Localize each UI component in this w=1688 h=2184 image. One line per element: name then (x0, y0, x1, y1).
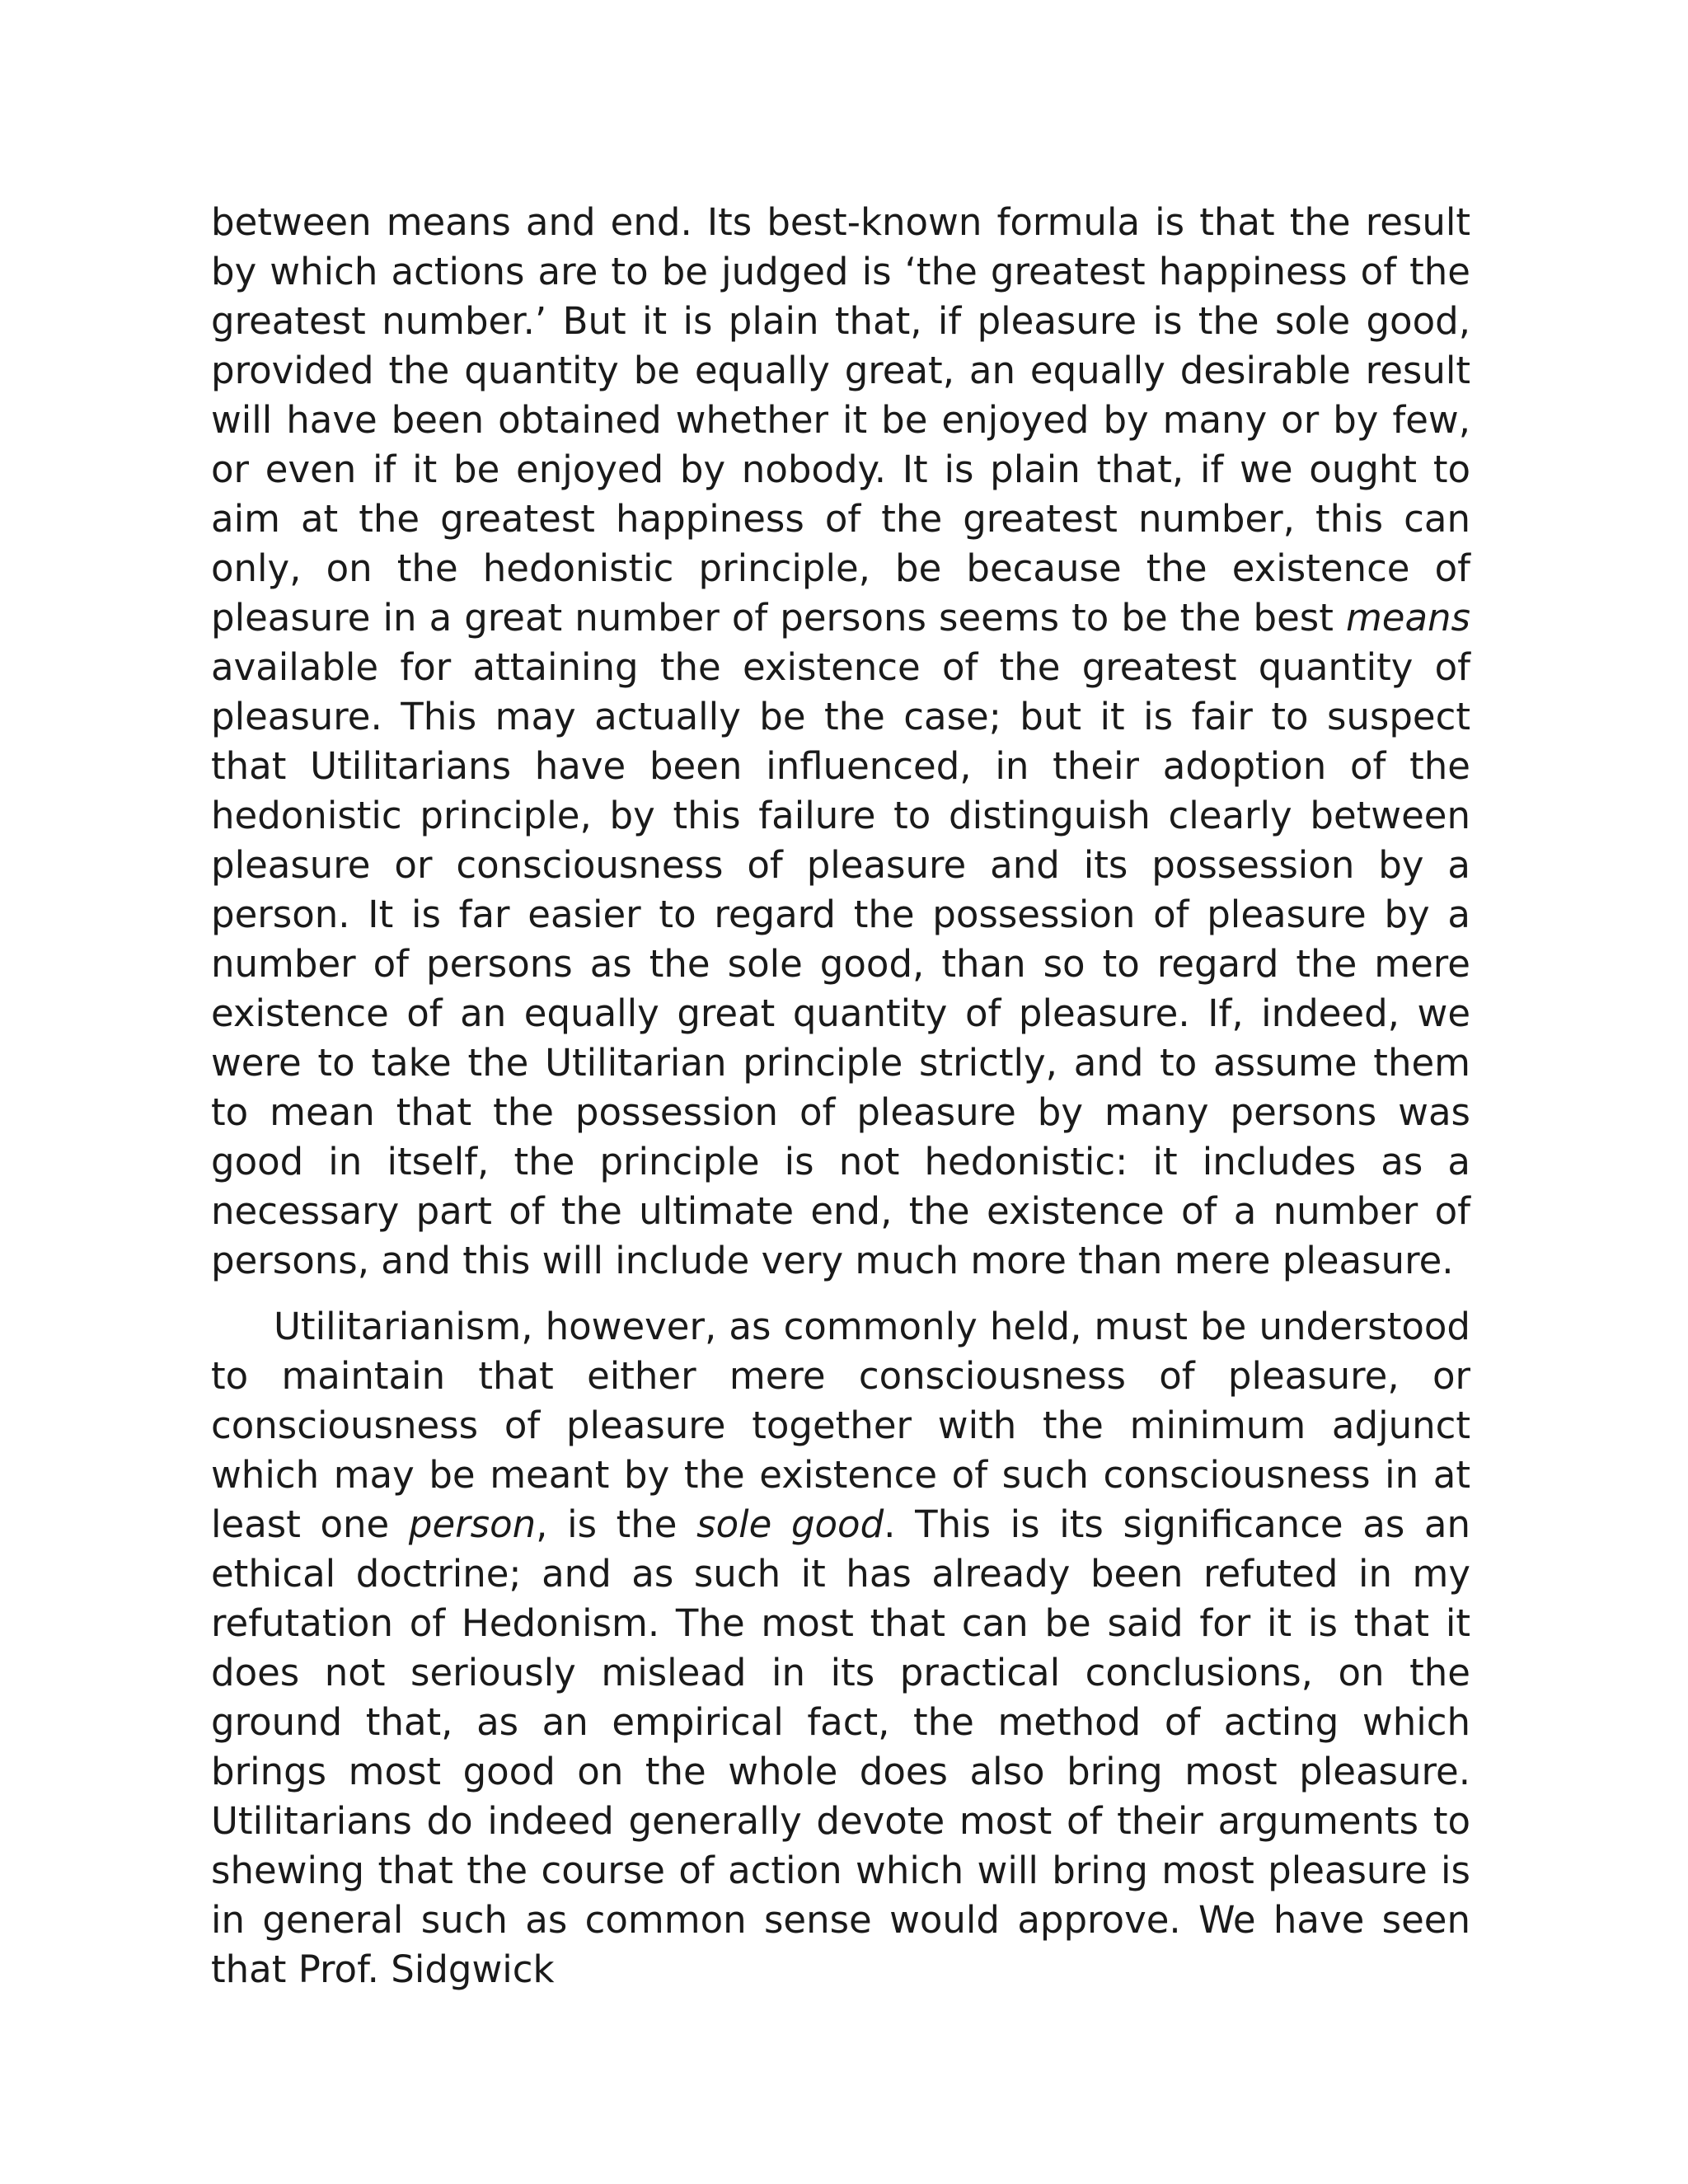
text-segment: Utilitarianism, however, as commonly held, must be understood to maintain that either mere consciousness of pleasure, or consciousness of pleasure together with the minimum adjunct which may be meant by the existence of such consciousness in at least one (211, 1305, 1470, 1546)
text-segment: , is the (536, 1502, 697, 1546)
paragraph-1 (211, 198, 1470, 1286)
italic-segment: sole good (696, 1502, 884, 1546)
paragraph-2 (211, 1302, 1470, 1994)
italic-segment: person (408, 1502, 537, 1546)
text-segment: between means and end. Its best-known formula is that the result by which actions are to be judged is ‘the greatest happiness of the greatest number.’ But it is plain that, if pleasure is the sole good, provided the quantity be equally great, an equally desirable result will have been obtained whether it be enjoyed by many or by few, or even if it be enjoyed by nobody. It is plain that, if we ought to aim at the greatest happiness of the greatest number, this can only, on the hedonistic principle, be because the existence of pleasure in a great number of persons seems to be the best (211, 200, 1470, 640)
text-segment: available for attaining the existence of the greatest quantity of pleasure. This may actually be the case; but it is fair to suspect that Utilitarians have been influenced, in their adoption of the hedonistic principle, by this failure to distinguish clearly between pleasure or consciousness of pleasure and its possession by a person. It is far easier to regard the possession of pleasure by a number of persons as the sole good, than so to regard the mere existence of an equally great quantity of pleasure. If, indeed, we were to take the Utilitarian principle strictly, and to assume them to mean that the possession of pleasure by many persons was good in itself, the principle is not hedonistic: it includes as a necessary part of the ultimate end, the existence of a number of persons, and this will include very much more than mere pleasure. (211, 645, 1470, 1282)
body-text (211, 198, 1470, 1994)
text-segment: . This is its significance as an ethical doctrine; and as such it has already been refuted in my refutation of Hedonism. The most that can be said for it is that it does not seriously mislead in its practical conclusions, on the ground that, as an empirical fact, the method of acting which brings most good on the whole does also bring most pleasure. Utilitarians do indeed generally devote most of their arguments to shewing that the course of action which will bring most pleasure is in general such as common sense would approve. We have seen that Prof. Sidgwick (211, 1502, 1471, 1991)
italic-segment: means (1345, 596, 1470, 640)
